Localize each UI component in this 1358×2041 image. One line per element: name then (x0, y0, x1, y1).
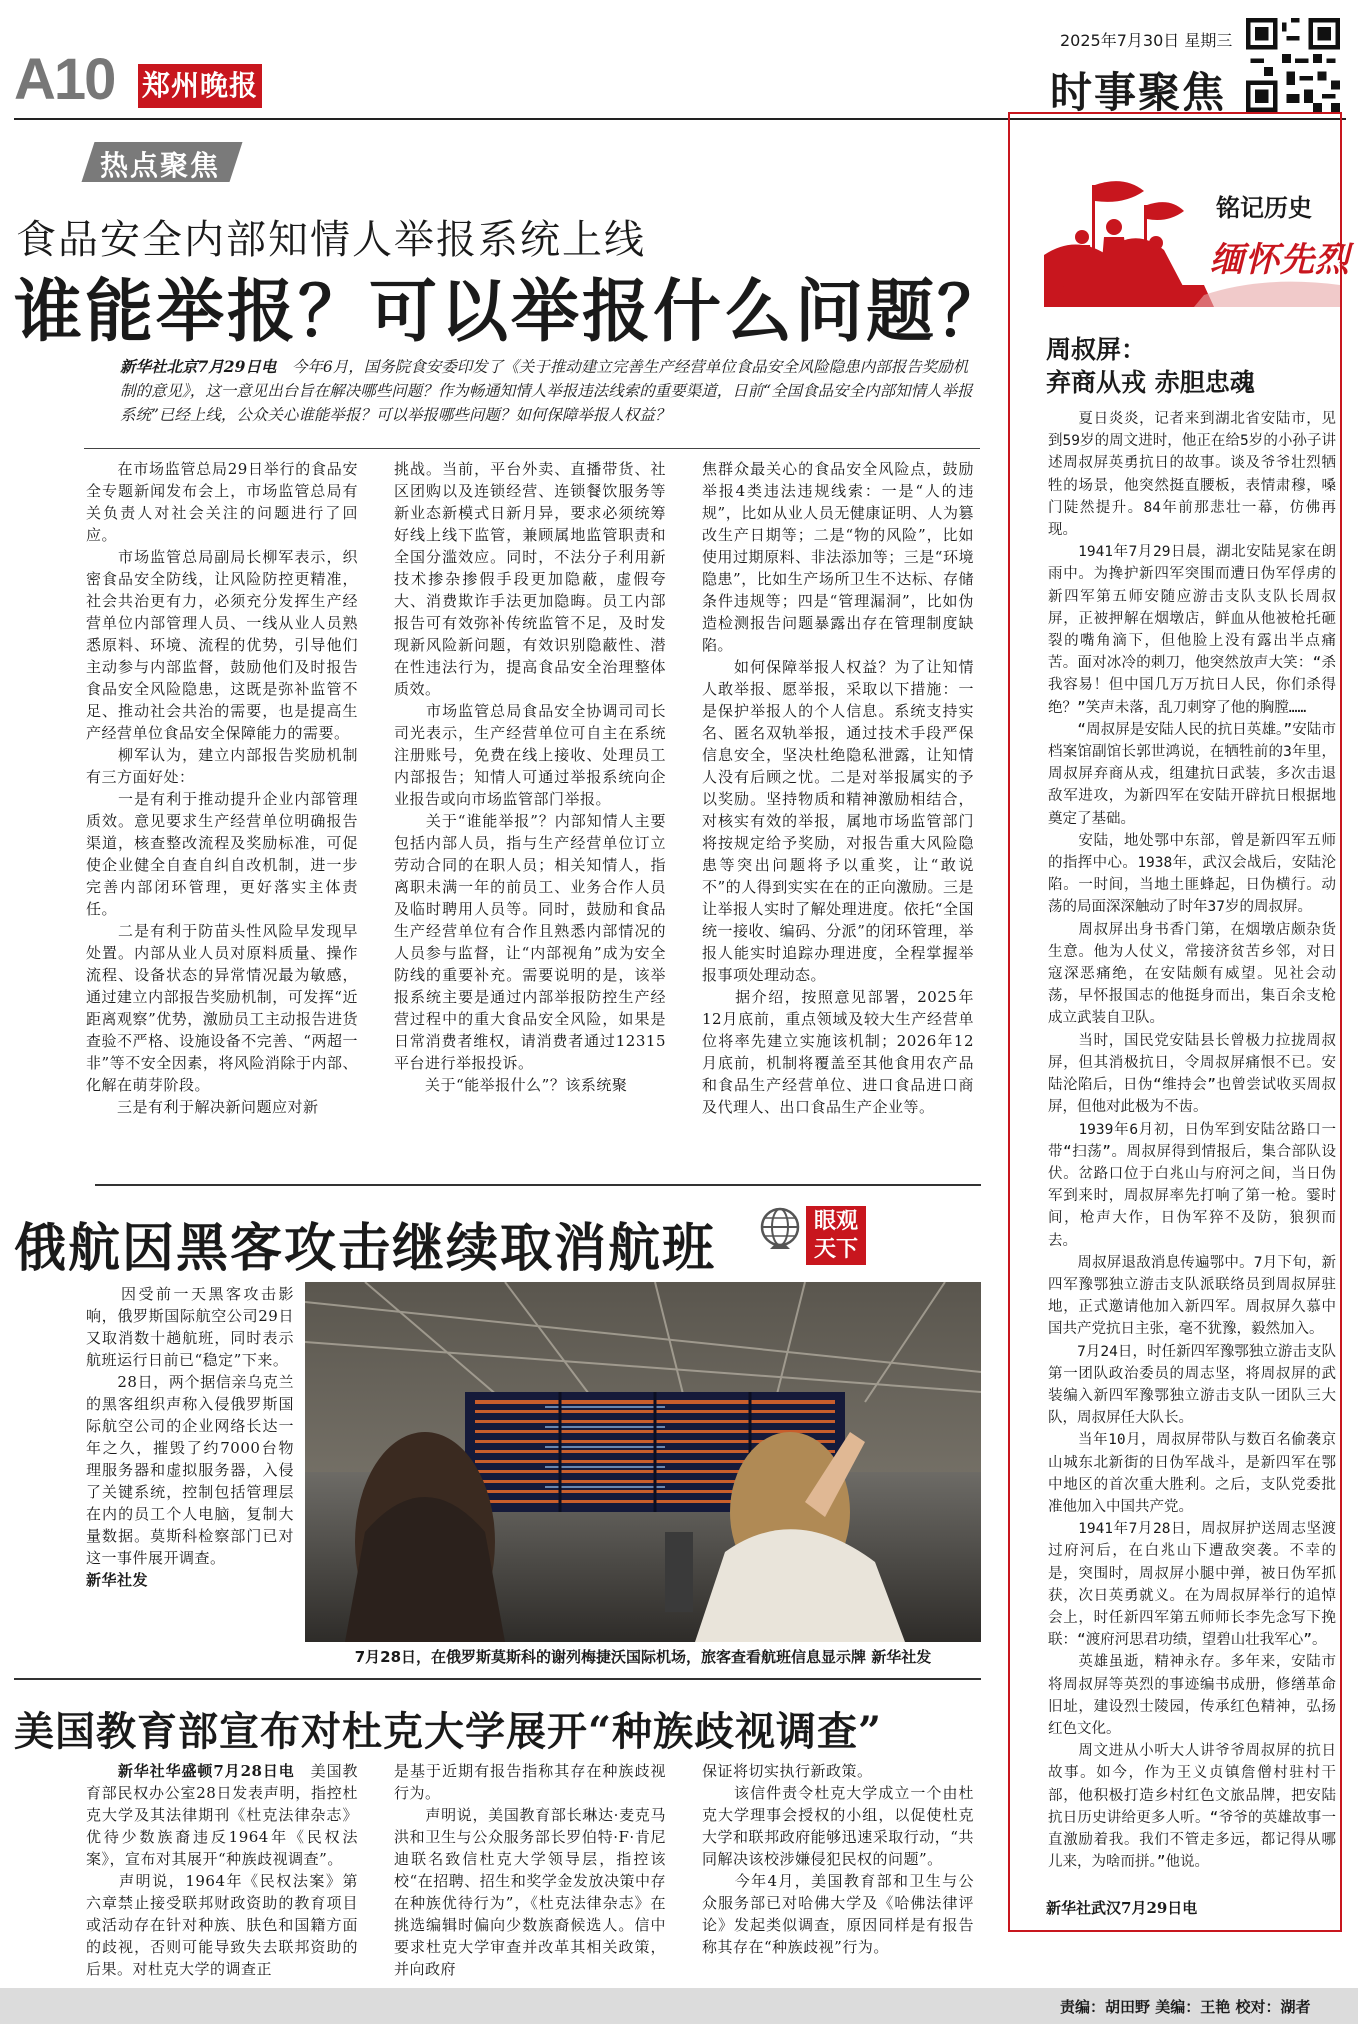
photo-caption: 7月28日，在俄罗斯莫斯科的谢列梅捷沃国际机场，旅客查看航班信息显示牌 新华社发 (354, 1648, 932, 1666)
qr-code-icon[interactable] (1246, 18, 1340, 112)
third-column-3: 保证将切实执行新政策。 该信件责令杜克大学成立一个由杜克大学理事会授权的小组，以促使杜克大学和联邦政府能够迅速采取行动，“共同解决该校涉嫌侵犯民权的问题”。 今年4月，美国教育部和卫生与公众服务部已对哈佛大学及《哈佛法律评论》发起类似调查，原因同样是有报告称其存在“种族歧视”行为。 (702, 1762, 974, 1956)
sidebar-body: 夏日炎炎，记者来到湖北省安陆市，见到59岁的周文进时，他正在给5岁的小孙子讲述周叔屏英勇抗日的故事。谈及爷爷壮烈牺牲的场景，他突然挺直腰板，表情肃穆，嗓门陡然提升。84年前那悲壮一幕，仿佛再现。 1941年7月29日晨，湖北安陆晃家在朗雨中。为搀护新四军突围而遭日伪军俘虏的新四军第五师安随应游击支队支队长周叔屏，正被押解在烟墩店，鲜血从他被枪托砸裂的嘴角滴下，但他脸上没有露出半点痛苦。面对冰冷的刺刀，他突然放声大笑：“杀我容易！但中国几万万抗日人民，你们杀得绝？”笑声未落，乱刀刺穿了他的胸膛…… “周叔屏是安陆人民的抗日英雄。”安陆市档案馆副馆长郭世鸿说，在牺牲前的3年里，周叔屏弃商从戎，组建抗日武装，多次击退敌军进攻，为新四军在安陆开辟抗日根据地奠定了基础。 安陆，地处鄂中东部，曾是新四军五师的指挥中心。1938年，武汉会战后，安陆沦陷。一时间，当地土匪蜂起，日伪横行。动荡的局面深深触动了时年37岁的周叔屏。 周叔屏出身书香门第，在烟墩店颇杂货生意。他为人仗义，常接济贫苦乡邻，对日寇深恶痛绝，在安陆颇有威望。见社会动荡，早怀报国志的他挺身而出，集百余支枪成立武装自卫队。 当时，国民党安陆县长曾极力拉拢周叔屏，但其消极抗日，令周叔屏痛恨不已。安陆沦陷后，日伪“维持会”也曾尝试收买周叔屏，但他对此极为不齿。 1939年6月初，日伪军到安陆岔路口一带“扫荡”。周叔屏得到情报后，集合部队设伏。岔路口位于白兆山与府河之间，当日伪军到来时，周叔屏率先打响了第一枪。霎时间，枪声大作，日伪军猝不及防，狼狈而去。 周叔屏退敌消息传遍鄂中。7月下旬，新四军豫鄂独立游击支队派联络员到周叔屏驻地，正式邀请他加入新四军。周叔屏久慕中国共产党抗日主张，毫不犹豫，毅然加入。 7月24日，时任新四军豫鄂独立游击支队第一团队政治委员的周志坚，将周叔屏的武装编入新四军豫鄂独立游击支队一团队三大队，周叔屏任大队长。 当年10月，周叔屏带队与数百名偷袭京山城东北新街的日伪军战斗，是新四军在鄂中地区的首次重大胜利。之后，支队党委批准他加入中国共产党。 1941年7月28日，周叔屏护送周志坚渡过府河后，在白兆山下遭敌突袭。不幸的是，突围时，周叔屏小腿中弹，被日伪军抓获，次日英勇就义。在为周叔屏举行的追悼会上，时任新四军第五师师长李先念写下挽联：“渡府河思君功绩，望碧山壮我军心”。 英雄虽逝，精神永存。多年来，安陆市将周叔屏等英烈的事迹编书成册，修缮革命旧址，建设烈士陵园，传承红色精神，弘扬红色文化。 周文进从小听大人讲爷爷周叔屏的抗日故事。如今，作为王义贞镇詹僧村驻村干部，他积极打造乡村红色文旅品牌，把安陆抗日历史讲给更多人听。“爷爷的英雄故事一直激励着我。我们不管走多远，都记得从哪儿来，为啥而拼。”他说。 (1048, 411, 1336, 1871)
story-separator (14, 1678, 981, 1680)
main-lead-text: 今年6月，国务院食安委印发了《关于推动建立完善生产经营单位食品安全风险隐患内部报告奖励机制的意见》，这一意见出台旨在解决哪些问题？作为畅通知情人举报违法线索的重要渠道，日前“全国食品安全内部知情人举报系统”已经上线，公众关心谁能举报？可以举报哪些问题？如何保障举报人权益？ (120, 358, 973, 424)
story-separator (95, 1184, 981, 1186)
second-body (86, 1283, 294, 1591)
world-tag-line-2: 天下 (813, 1236, 858, 1262)
newspaper-logo: 郑州晚报 (138, 64, 262, 108)
main-kicker: 食品安全内部知情人举报系统上线 (16, 217, 646, 263)
editor-credits: 责编：胡田野 美编：王艳 校对：湖者 (1060, 1998, 1311, 2016)
section-title: 时事聚焦 (1050, 68, 1227, 117)
sidebar-dateline: 新华社武汉7月29日电 (1046, 1899, 1198, 1917)
third-headline: 美国教育部宣布对杜克大学展开“种族歧视调查” (14, 1708, 883, 1755)
sidebar-title-line-2: 弃商从戎 赤胆忠魂 (1046, 368, 1255, 397)
globe-icon (756, 1205, 804, 1253)
main-headline: 谁能举报？可以举报什么问题？ (14, 272, 1009, 352)
world-tag-line-1: 眼观 (813, 1208, 858, 1234)
world-tag (806, 1206, 866, 1265)
sidebar-title-line-1: 周叔屏： (1046, 335, 1147, 364)
news-photo (305, 1282, 981, 1642)
second-source: 新华社发 (86, 1571, 149, 1589)
page-number: A10 (14, 47, 115, 112)
main-column-2: 挑战。当前，平台外卖、直播带货、社区团购以及连锁经营、连锁餐饮服务等新业态新模式日新月异，要求必须统筹好线上线下监管，兼顾属地监管职责和全国分滥效应。同时，不法分子利用新技术掺杂掺假手段更加隐蔽，虚假夸大、消费欺诈手法更加隐晦。员工内部报告可有效弥补传统监管不足，及时发现新风险新问题，有效识别隐蔽性、潜在性违法行为，提高食品安全治理整体质效。 市场监管总局食品安全协调司司长司光表示，生产经营单位可自主在系统注册账号，免费在线上接收、处理员工内部报告；知情人可通过举报系统向企业报告或向市场监管部门举报。 关于“谁能举报”？内部知情人主要包括内部人员，指与生产经营单位订立劳动合同的在职人员；相关知情人，指离职未满一年的前员工、业务合作人员及临时聘用人员等。同时，鼓励和食品生产经营单位有合作且熟悉内部情况的人员参与监督，让“内部视角”成为安全防线的重要补充。需要说明的是，该举报系统主要是通过内部举报防控生产经营过程中的重大食品安全风险，如果是日常消费者维权，请消费者通过12315平台进行举报投诉。 关于“能举报什么”？该系统聚 (394, 460, 666, 1094)
second-headline: 俄航因黑客攻击继续取消航班 (14, 1218, 717, 1279)
banner-calligraphy: 缅怀先烈 (1210, 240, 1350, 280)
banner-title: 铭记历史 (1216, 194, 1312, 222)
lead-rule (84, 448, 980, 449)
third-column-2: 是基于近期有报告指称其存在种族歧视行为。 声明说，美国教育部长琳达·麦克马洪和卫生与公众服务部长罗伯特·F·肯尼迪联名致信杜克大学领导层，指控该校“在招聘、招生和奖学金发放决策中存在种族优待行为”，《杜克法律杂志》在挑选编辑时偏向少数族裔候选人。信中要求杜克大学审查并改革其相关政策，并向政府 (394, 1762, 666, 1978)
main-column-1: 在市场监管总局29日举行的食品安全专题新闻发布会上，市场监管总局有关负责人对社会关注的问题进行了回应。 市场监管总局副局长柳军表示，织密食品安全防线，让风险防控更精准，社会共治更有力，必须充分发挥生产经营单位内部管理人员、一线从业人员熟悉原料、环境、流程的优势，引导他们主动参与内部监督，鼓励他们及时报告食品安全风险隐患，这既是弥补监管不足、推动社会共治的需要，也是提高生产经营单位食品安全保障能力的需要。 柳军认为，建立内部报告奖励机制有三方面好处： 一是有利于推动提升企业内部管理质效。意见要求生产经营单位明确报告渠道，核查整改流程及奖励标准，可促使企业健全自查自纠自改机制，进一步完善内部闭环管理，更好落实主体责任。 二是有利于防苗头性风险早发现早处置。内部从业人员对原料质量、操作流程、设备状态的异常情况最为敏感，通过建立内部报告奖励机制，可发挥“近距离观察”优势，激励员工主动报告进货查验不严格、设施设备不完善、“两超一非”等不安全因素，将风险消除于内部、化解在萌芽阶段。 三是有利于解决新问题应对新 (86, 460, 358, 1116)
issue-date: 2025年7月30日 星期三 (1060, 31, 1233, 50)
second-body-text: 因受前一天黑客攻击影响，俄罗斯国际航空公司29日又取消数十趟航班，同时表示航班运行日前已“稳定”下来。 28日，两个据信亲乌克兰的黑客组织声称入侵俄罗斯国际航空公司的企业网络长达一年之久，摧毁了约7000台物理服务器和虚拟服务器，入侵了关键系统，控制包括管理层在内的员工个人电脑，复制大量数据。莫斯科检察部门已对这一事件展开调查。 (86, 1285, 294, 1567)
main-dateline: 新华社北京7月29日电 (120, 357, 277, 376)
third-dateline: 新华社华盛顿7月28日电 (117, 1762, 295, 1780)
main-lead (120, 355, 980, 427)
main-column-3: 焦群众最关心的食品安全风险点，鼓励举报4类违法违规线索：一是“人的违规”，比如从业人员无健康证明、人为篡改生产日期等；二是“物的风险”，比如使用过期原料、非法添加等；三是“环境隐患”，比如生产场所卫生不达标、存储条件违规等；四是“管理漏洞”，比如伪造检测报告问题暴露出存在管理制度缺陷。 如何保障举报人权益？为了让知情人敢举报、愿举报，采取以下措施：一是保护举报人的个人信息。系统支持实名、匿名双轨举报，通过技术手段严保信息安全，坚决杜绝隐私泄露，让知情人没有后顾之忧。二是对举报属实的予以奖励。坚持物质和精神激励相结合，对核实有效的举报，属地市场监管部门将按规定给予奖励，对报告重大风险隐患等突出问题将予以重奖，让“敢说不”的人得到实实在在的正向激励。三是让举报人实时了解处理进度。依托“全国统一接收、编码、分派”的闭环管理，举报人能实时追踪办理进度，全程掌握举报事项处理动态。 据介绍，按照意见部署，2025年12月底前，重点领域及较大生产经营单位将率先建立实施该机制；2026年12月底前，机制将覆盖至其他食用农产品和食品生产经营单位、进口食品进口商及代理人、出口食品生产企业等。 (702, 460, 974, 1116)
third-column-1 (86, 1760, 358, 1980)
third-column-1-text: 美国教育部民权办公室28日发表声明，指控杜克大学及其法律期刊《杜克法律杂志》优待少数族裔违反1964年《民权法案》，宣布对其展开“种族歧视调查”。 声明说，1964年《民权法案》第六章禁止接受联邦财政资助的教育项目或活动存在针对种族、肤色和国籍方面的歧视，否则可能导致失去联邦资助的后果。对杜克大学的调查正 (86, 1762, 358, 1978)
section-tag: 热点聚焦 (100, 149, 221, 182)
